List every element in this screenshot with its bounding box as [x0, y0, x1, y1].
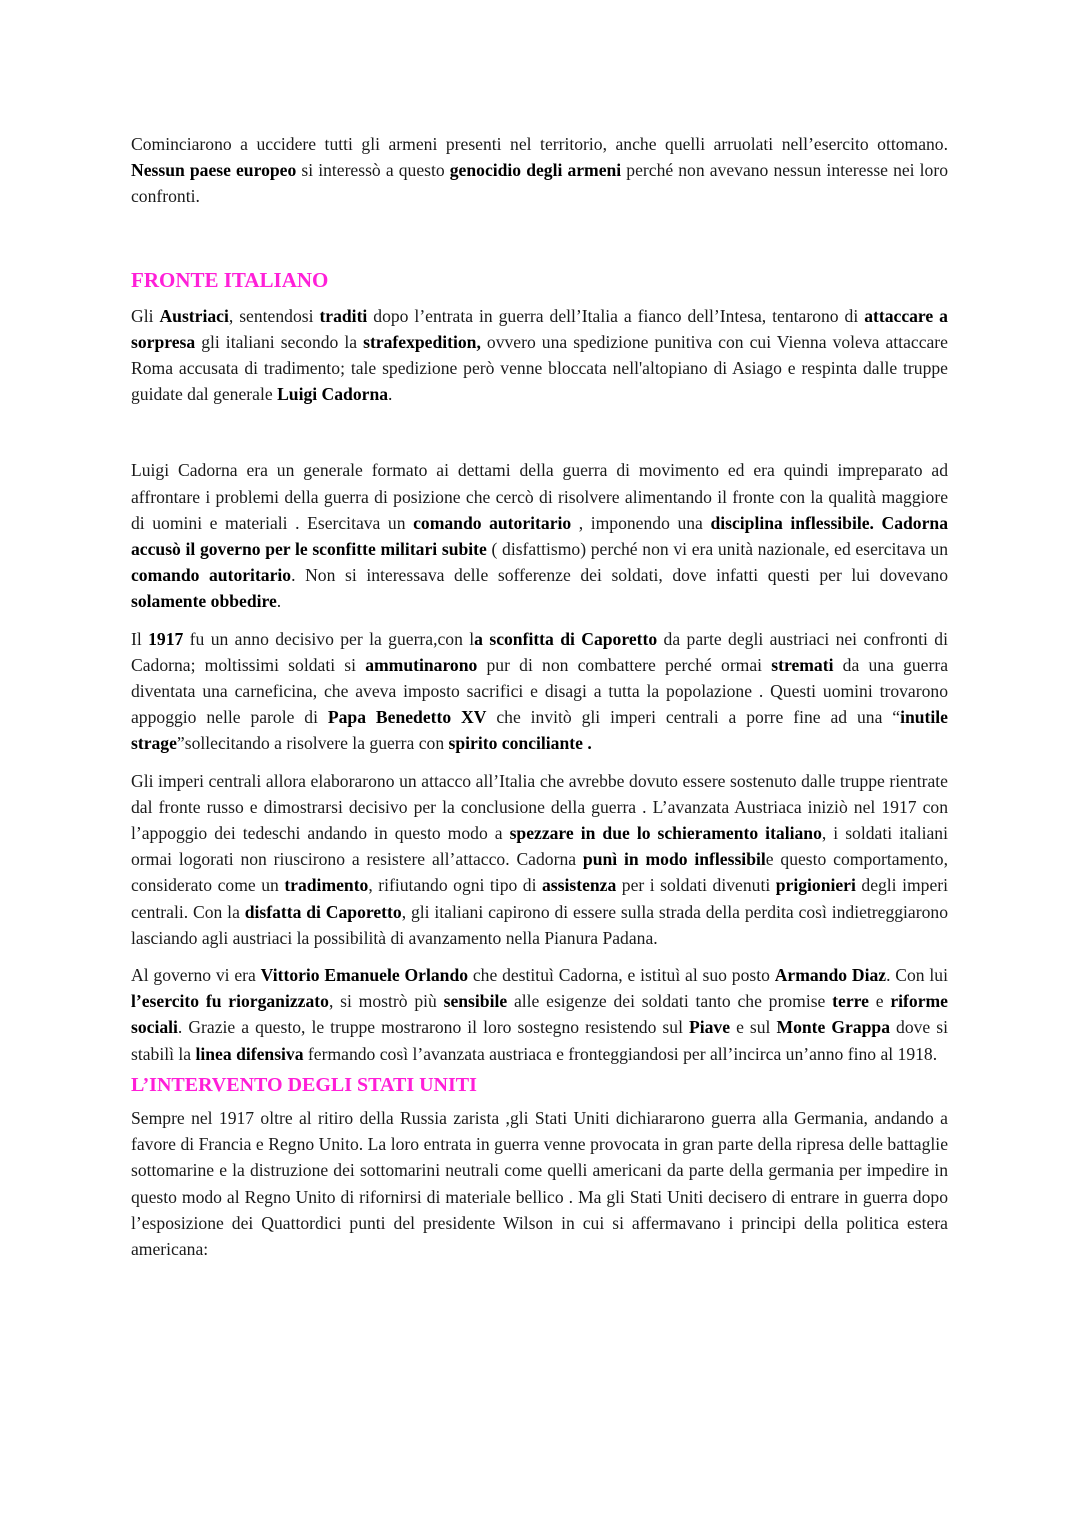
text-run: , gli italiani capirono di essere sulla strada della perdita così indietreggiarono lasciando agli austriaci la possibilità di avanzamento nella Pianura Padana. [131, 901, 948, 948]
text-run: Al governo vi era [131, 965, 261, 986]
heading-intervento-stati-uniti: L’INTERVENTO DEGLI STATI UNITI [131, 1073, 477, 1096]
paragraph-usa-entry [131, 1105, 948, 1262]
text-run: , imponendo una [571, 512, 711, 533]
paragraph-austrian-advance [131, 768, 948, 951]
bold-text-run: Armando Diaz [774, 965, 887, 986]
bold-text-run: 1917 [148, 628, 184, 649]
bold-text-run: comando autoritario [413, 512, 572, 533]
text-run: Cominciarono a uccidere tutti gli armeni presenti nel territorio, anche quelli arruolati nell’esercito ottomano. [131, 134, 948, 154]
text-run: . Con lui [886, 965, 948, 986]
bold-text-run: terre [832, 991, 869, 1012]
bold-text-run: traditi [319, 305, 368, 326]
text-run: . [276, 591, 282, 612]
bold-text-run: Piave [689, 1017, 731, 1038]
paragraph-caporetto-1917 [131, 626, 948, 757]
paragraph-orlando-diaz [131, 962, 948, 1067]
text-run: dove si stabilì la [131, 1017, 949, 1064]
bold-text-run: spezzare in due lo schieramento italiano [509, 823, 822, 844]
bold-text-run: Luigi Cadorna [277, 384, 389, 405]
bold-text-run: disfatta di Caporetto [244, 901, 402, 922]
text-run: pur di non combattere perché ormai [477, 654, 772, 675]
bold-text-run: attaccare a sorpresa [131, 305, 948, 352]
bold-text-run: linea difensiva [195, 1043, 304, 1064]
text-run: alle esigenze dei soldati tanto che promise [507, 991, 833, 1012]
text-run: e questo comportamento, considerato come un [131, 849, 948, 896]
text-run: si interessò a questo [296, 160, 450, 181]
document-page [131, 131, 948, 1262]
text-run: perché non avevano nessun interesse nei loro confronti. [131, 160, 948, 207]
text-run: Sempre nel 1917 oltre al ritiro della Russia zarista ,gli Stati Uniti dichiararono guerra alla Germania, andando a favore di Francia e Regno Unito. La loro entrata in guerra venne provocata in gran parte della ripresa delle battaglie sottomarine e la distruzione dei sottomarini neutrali come quelli americani da parte della germania per impedire in questo modo al Regno Unito di rifornirsi di materiale bellico . Ma gli Stati Uniti decisero di entrare in guerra dopo l’esposizione dei Quattordici punti del presidente Wilson in cui si affermavano i principi della politica estera americana: [131, 1107, 948, 1259]
text-run: , sentendosi [228, 305, 320, 326]
bold-text-run: genocidio degli armeni [449, 160, 622, 181]
bold-text-run: Papa Benedetto XV [327, 707, 487, 728]
text-run: . Grazie a questo, le truppe mostrarono il loro sostegno resistendo sul [177, 1017, 689, 1038]
bold-text-run: Vittorio Emanuele Orlando [260, 965, 469, 986]
text-run: e [868, 991, 891, 1012]
paragraph-armenian-genocide [131, 131, 948, 210]
text-run: gli italiani secondo la [195, 331, 364, 352]
bold-text-run: stremati [771, 654, 834, 675]
text-run: Luigi Cadorna era un generale formato ai dettami della guerra di movimento ed era quindi impreparato ad affrontare i problemi della guerra di posizione che cercò di risolvere alimentando il fronte con la qualità maggiore di uomini e materiali . Esercitava un [131, 460, 948, 533]
text-run: da parte degli austriaci nei confronti di Cadorna; moltissimi soldati si [131, 628, 948, 675]
text-run: Gli [131, 305, 160, 326]
bold-text-run: inutile strage [131, 707, 948, 754]
text-run: fermando così l’avanzata austriaca e fronteggiandosi per all’incirca un’anno fino al 1918. [303, 1043, 938, 1064]
paragraph-luigi-cadorna [131, 457, 948, 614]
text-run: degli imperi centrali. Con la [131, 875, 949, 922]
text-run: ovvero una spedizione punitiva con cui Vienna voleva attaccare Roma accusata di tradimento; tale spedizione però venne bloccata nell'altopiano di Asiago e respinta dalle truppe guidate dal generale [131, 331, 948, 405]
text-run: e sul [730, 1017, 777, 1038]
bold-text-run: Austriaci [159, 305, 229, 326]
bold-text-run: disciplina inflessibile. Cadorna accusò il governo per le sconfitte militari subite [131, 512, 948, 560]
text-run: ”sollecitando a risolvere la guerra con [176, 733, 449, 754]
bold-text-run: sensibile [443, 991, 508, 1012]
bold-text-run: riforme sociali [131, 991, 948, 1038]
bold-text-run: strafexpedition, [363, 331, 481, 352]
text-run: da una guerra diventata una carneficina, che aveva imposto sacrifici e disagi a tutta la popolazione . Questi uomini trovarono appoggio nelle parole di [131, 654, 948, 728]
text-run: Il [131, 628, 149, 649]
bold-text-run: a sconfitta di Caporetto [474, 628, 658, 649]
text-run: che destituì Cadorna, e istituì al suo posto [468, 965, 775, 986]
text-run: dopo l’entrata in guerra dell’Italia a fianco dell’Intesa, tentarono di [367, 305, 865, 326]
text-run: . Non si interessava delle sofferenze dei soldati, dove infatti questi per lui dovevano [291, 565, 948, 586]
text-run: , rifiutando ogni tipo di [368, 875, 542, 896]
bold-text-run: comando autoritario [131, 565, 292, 586]
paragraph-strafexpedition [131, 303, 948, 408]
bold-text-run: Monte Grappa [776, 1017, 891, 1038]
bold-text-run: assistenza [541, 875, 617, 896]
text-run: fu un anno decisivo per la guerra,con l [183, 628, 475, 649]
bold-text-run: Nessun paese europeo [131, 160, 297, 181]
text-run: . [388, 384, 393, 405]
text-run: per i soldati divenuti [616, 875, 776, 896]
bold-text-run: punì in modo inflessibil [582, 849, 766, 870]
bold-text-run: tradimento [284, 875, 369, 896]
bold-text-run: ammutinarono [365, 654, 478, 675]
bold-text-run: prigionieri [775, 875, 856, 896]
bold-text-run: spirito conciliante . [448, 733, 592, 754]
text-run: Gli imperi centrali allora elaborarono un attacco all’Italia che avrebbe dovuto essere sostenuto dalle truppe rientrate dal fronte russo e dimostrarsi decisivo per la conclusione della guerra . L’avanzata Austriaca iniziò nel 1917 con l’appoggio dei tedeschi andando in questo modo a [131, 770, 948, 844]
heading-fronte-italiano: FRONTE ITALIANO [131, 267, 329, 292]
text-run: ( disfattismo) perché non vi era unità nazionale, ed esercitava un [486, 539, 949, 560]
text-run: , si mostrò più [328, 991, 444, 1012]
text-run: che invitò gli imperi centrali a porre fine ad una “ [486, 707, 901, 728]
bold-text-run: l’esercito fu riorganizzato [131, 991, 329, 1012]
text-run: , i soldati italiani ormai logorati non riuscirono a resistere all’attacco. Cadorna [131, 823, 948, 870]
bold-text-run: solamente obbedire [131, 591, 277, 612]
